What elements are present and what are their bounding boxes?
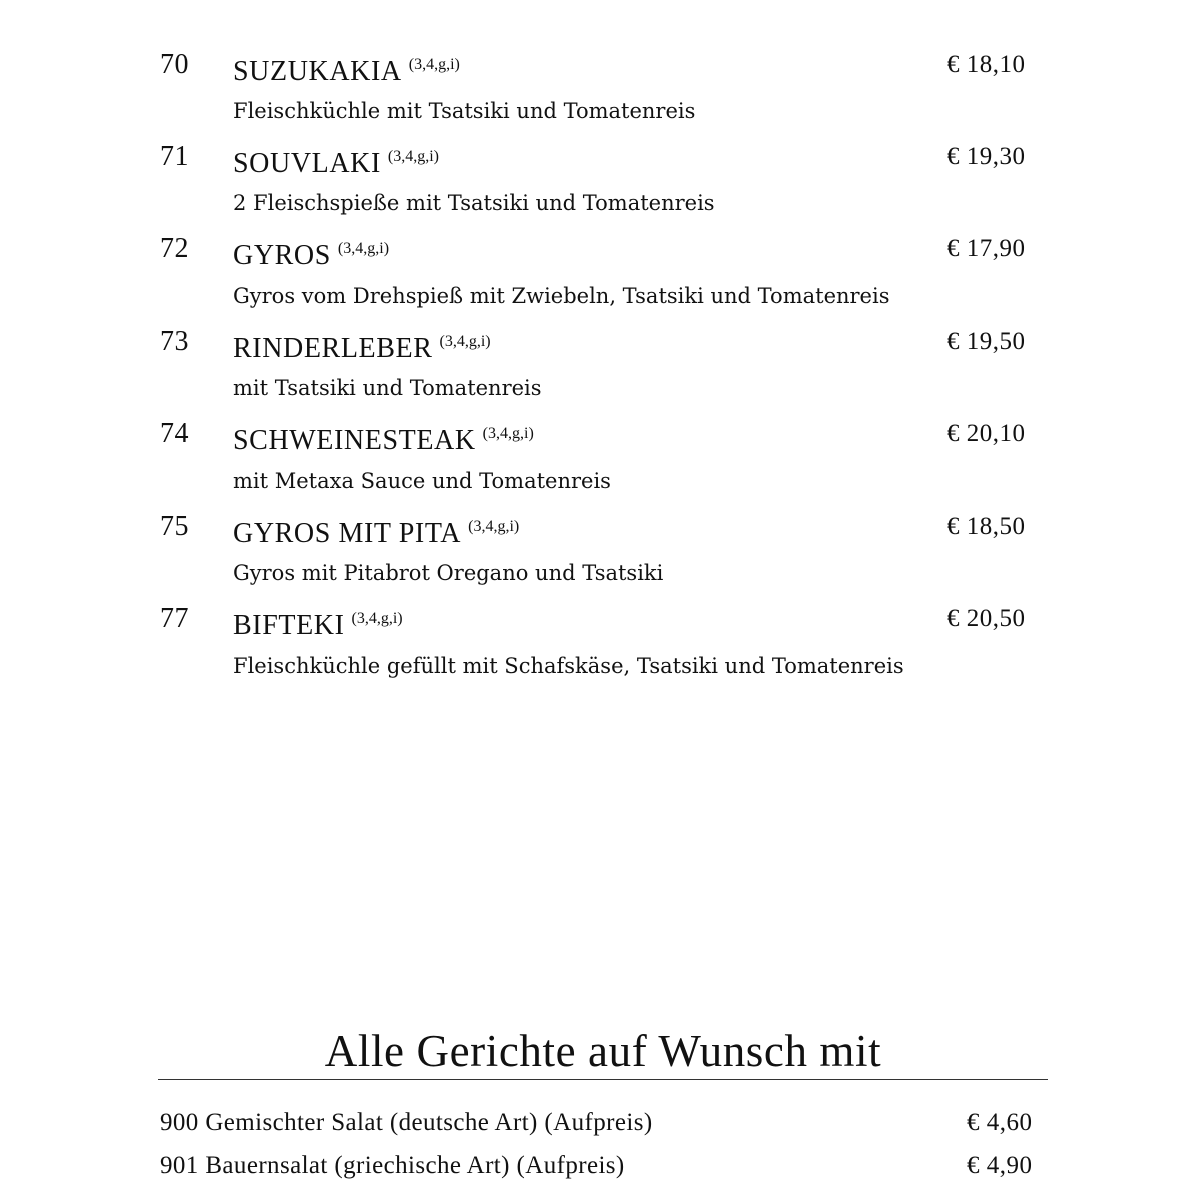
dish-number: 73 bbox=[160, 326, 189, 357]
dish-description: mit Tsatsiki und Tomatenreis bbox=[233, 376, 542, 400]
dish-name: SOUVLAKI bbox=[233, 148, 381, 179]
dish-price: € 20,10 bbox=[947, 420, 1026, 447]
dish-row bbox=[0, 42, 1200, 88]
dish-row bbox=[0, 319, 1200, 365]
extras-section-title: Alle Gerichte auf Wunsch mit bbox=[324, 1026, 882, 1076]
extra-price: € 4,90 bbox=[967, 1152, 1033, 1179]
dish-description: Fleischküchle mit Tsatsiki und Tomatenreis bbox=[233, 99, 696, 123]
dish-description: Gyros mit Pitabrot Oregano und Tsatsiki bbox=[233, 561, 664, 585]
dish-allergens: (3,4,g,i) bbox=[337, 240, 390, 257]
dish-row bbox=[0, 226, 1200, 272]
section-divider bbox=[158, 1079, 1048, 1080]
dish-name-wrapper bbox=[233, 134, 439, 187]
dish-price: € 19,50 bbox=[947, 328, 1026, 355]
dish-allergens: (3,4,g,i) bbox=[482, 425, 534, 442]
dish-row bbox=[0, 411, 1200, 457]
dish-name: GYROS bbox=[233, 240, 331, 271]
dish-name-wrapper bbox=[233, 226, 389, 279]
extra-row bbox=[0, 1149, 1200, 1183]
dish-number: 71 bbox=[160, 141, 189, 172]
dish-row bbox=[0, 504, 1200, 550]
extra-price: € 4,60 bbox=[967, 1109, 1033, 1136]
extra-row bbox=[0, 1106, 1200, 1140]
dish-price: € 20,50 bbox=[947, 605, 1026, 632]
dish-name: GYROS MIT PITA bbox=[233, 518, 462, 549]
extra-label: 901 Bauernsalat (griechische Art) (Aufpreis) bbox=[160, 1152, 625, 1179]
dish-price: € 19,30 bbox=[947, 143, 1026, 170]
dish-name-wrapper bbox=[233, 411, 534, 464]
dish-number: 70 bbox=[160, 49, 189, 80]
dish-allergens: (3,4,g,i) bbox=[408, 56, 460, 73]
dish-number: 74 bbox=[160, 418, 189, 449]
dish-name: SCHWEINESTEAK bbox=[233, 425, 476, 456]
dish-description: mit Metaxa Sauce und Tomatenreis bbox=[233, 469, 611, 493]
dish-price: € 18,10 bbox=[947, 51, 1026, 78]
dish-description: Fleischküchle gefüllt mit Schafskäse, Tsatsiki und Tomatenreis bbox=[233, 654, 904, 678]
dish-number: 75 bbox=[160, 511, 189, 542]
dish-name: SUZUKAKIA bbox=[233, 56, 402, 87]
dish-name-wrapper bbox=[233, 319, 491, 372]
dish-number: 77 bbox=[160, 603, 189, 634]
dish-name-wrapper bbox=[233, 596, 403, 649]
dish-description: 2 Fleischspieße mit Tsatsiki und Tomatenreis bbox=[233, 191, 715, 215]
dish-allergens: (3,4,g,i) bbox=[468, 518, 520, 535]
dish-price: € 17,90 bbox=[947, 235, 1026, 262]
dish-allergens: (3,4,g,i) bbox=[387, 148, 440, 165]
dish-allergens: (3,4,g,i) bbox=[351, 610, 403, 627]
dish-name-wrapper bbox=[233, 504, 519, 557]
dish-name-wrapper bbox=[233, 42, 460, 95]
dish-number: 72 bbox=[160, 233, 189, 264]
dish-row bbox=[0, 134, 1200, 180]
dish-name: RINDERLEBER bbox=[233, 333, 433, 364]
dish-description: Gyros vom Drehspieß mit Zwiebeln, Tsatsiki und Tomatenreis bbox=[233, 284, 890, 308]
dish-row bbox=[0, 596, 1200, 642]
dish-allergens: (3,4,g,i) bbox=[439, 333, 491, 350]
dish-price: € 18,50 bbox=[947, 513, 1026, 540]
cut-off-row-fragment bbox=[160, 1191, 580, 1203]
dish-name: BIFTEKI bbox=[233, 610, 345, 641]
extra-label: 900 Gemischter Salat (deutsche Art) (Aufpreis) bbox=[160, 1109, 653, 1136]
